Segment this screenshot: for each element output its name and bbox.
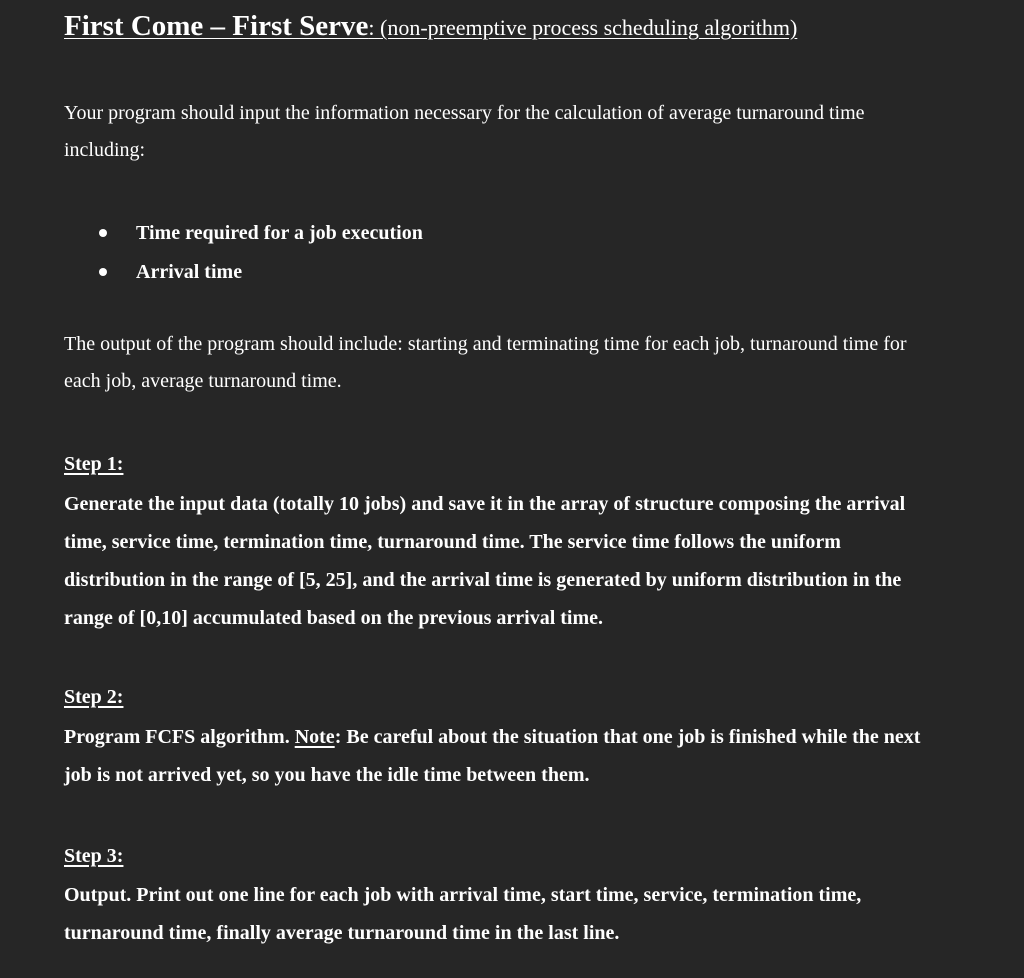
title-colon: : <box>368 15 375 40</box>
bullet-icon <box>99 229 107 237</box>
step-2-text-after: : Be careful about the situation that one job is finished while the next job is not arrived yet, so you have the idle time between them. <box>64 726 921 786</box>
list-item <box>64 253 423 292</box>
step-1-heading: Step 1: <box>64 453 124 475</box>
step-2-text <box>64 718 944 794</box>
list-item <box>64 214 423 253</box>
output-paragraph: The output of the program should include: starting and terminating time for each job, turnaround time for each job, average turnaround time. <box>64 333 907 392</box>
page-title <box>64 10 797 43</box>
step-3-text: Output. Print out one line for each job with arrival time, start time, service, termination time, turnaround time, finally average turnaround time in the last line. <box>64 884 862 944</box>
step-1-text: Generate the input data (totally 10 jobs) and save it in the array of structure composing the arrival time, service time, termination time, turnaround time. The service time follows the uniform distribution in the range of [5, 25], and the arrival time is generated by uniform distribution in the range of [0,10] accumulated based on the previous arrival time. <box>64 493 906 629</box>
step-2-text-before: Program FCFS algorithm. <box>64 726 295 748</box>
step-3-heading: Step 3: <box>64 845 124 867</box>
title-main: First Come – First Serve <box>64 10 369 42</box>
note-label: Note <box>294 726 335 748</box>
bullet-icon <box>99 268 107 276</box>
title-subtitle: (non-preemptive process scheduling algorithm) <box>374 15 798 40</box>
intro-paragraph: Your program should input the information necessary for the calculation of average turnaround time including: <box>64 102 865 161</box>
list-item-text: Arrival time <box>136 261 243 283</box>
input-requirements-list <box>64 214 423 292</box>
list-item-text: Time required for a job execution <box>136 222 423 244</box>
step-2-heading: Step 2: <box>64 686 124 708</box>
